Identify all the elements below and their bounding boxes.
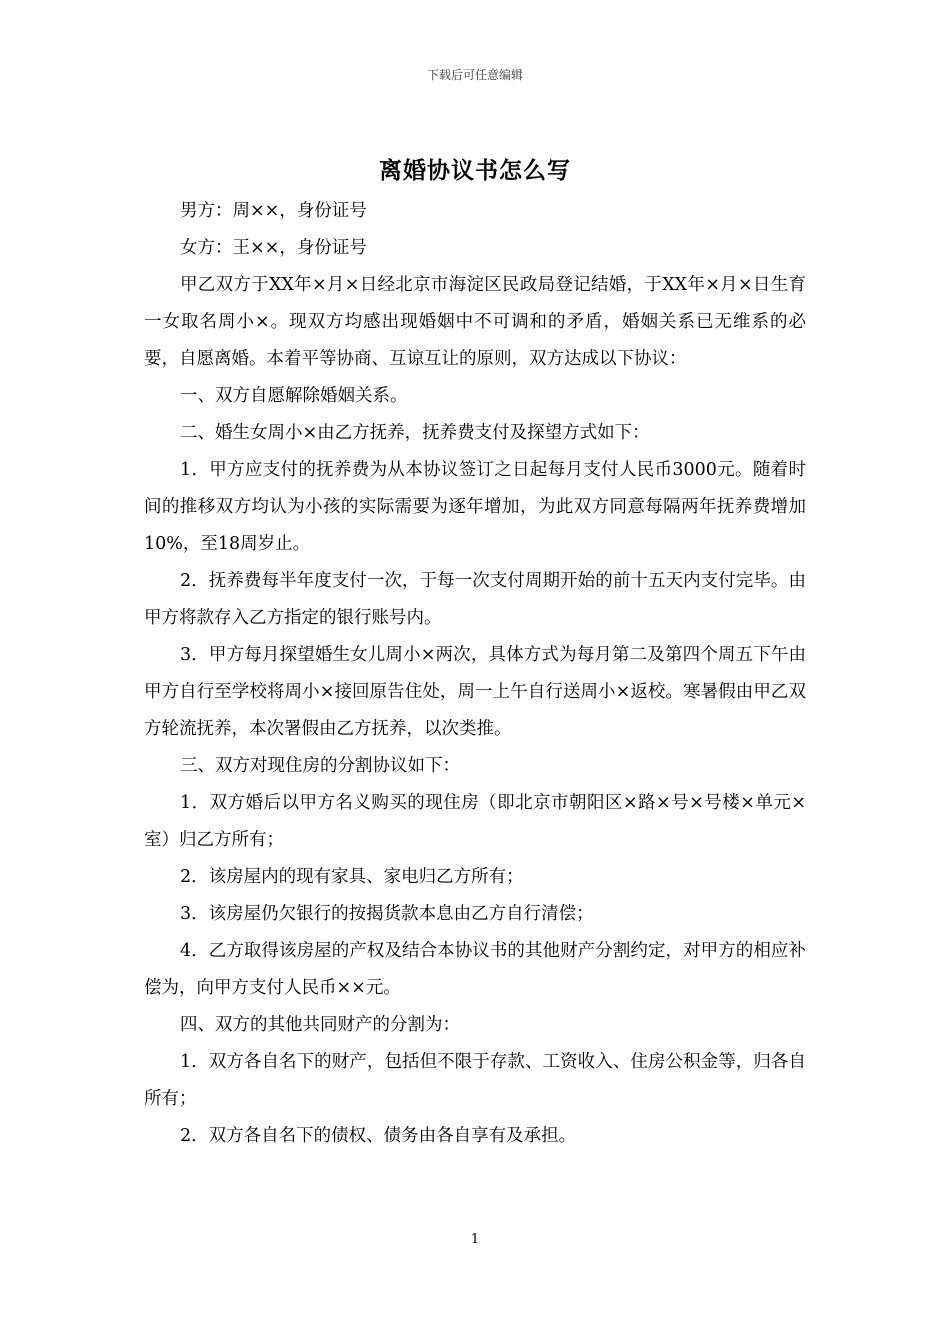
clause-2-item-3: 3．甲方每月探望婚生女儿周小×两次，具体方式为每月第二及第四个周五下午由甲方自行至学校将周小×接回原告住处，周一上午自行送周小×返校。寒暑假由甲乙双方轮流抚养，本次署假由乙方抚养，以次类推。 [144, 645, 806, 739]
clause-2-item-1: 1．甲方应支付的抚养费为从本协议签订之日起每月支付人民币3000元。随着时间的推移双方均认为小孩的实际需要为逐年增加，为此双方同意每隔两年抚养费增加10%，至18周岁止。 [144, 460, 806, 554]
clause-3-item-3: 3．该房屋仍欠银行的按揭货款本息由乙方自行清偿； [180, 904, 594, 924]
clause-3-item-4: 4．乙方取得该房屋的产权及结合本协议书的其他财产分割约定，对甲方的相应补偿为，向甲方支付人民币××元。 [144, 941, 806, 998]
preamble-paragraph: 甲乙双方于XX年×月×日经北京市海淀区民政局登记结婚，于XX年×月×日生育一女取名周小×。现双方均感出现婚姻中不可调和的矛盾，婚姻关系已无维系的必要，自愿离婚。本着平等协商、互谅互让的原则，双方达成以下协议： [144, 275, 806, 369]
party-male: 男方：周××，身份证号 [180, 201, 367, 221]
page-header: 下载后可任意编辑 [426, 68, 523, 82]
clause-3: 三、双方对现住房的分割协议如下： [180, 756, 460, 776]
party-female: 女方：王××，身份证号 [180, 238, 367, 258]
page-number: 1 [470, 1232, 480, 1247]
document-title: 离婚协议书怎么写 [379, 157, 571, 184]
clause-2: 二、婚生女周小×由乙方抚养，抚养费支付及探望方式如下： [180, 423, 650, 443]
clause-4-item-2: 2．双方各自名下的债权、债务由各自享有及承担。 [180, 1126, 577, 1146]
clause-4: 四、双方的其他共同财产的分割为： [180, 1015, 460, 1035]
clause-3-item-2: 2．该房屋内的现有家具、家电归乙方所有； [180, 867, 524, 887]
clause-2-item-2: 2．抚养费每半年度支付一次，于每一次支付周期开始的前十五天内支付完毕。由甲方将款存入乙方指定的银行账号内。 [144, 571, 806, 628]
clause-4-item-1: 1．双方各自名下的财产，包括但不限于存款、工资收入、住房公积金等，归各自所有； [144, 1052, 806, 1109]
document-body [144, 193, 806, 1155]
clause-3-item-1: 1．双方婚后以甲方名义购买的现住房（即北京市朝阳区×路×号×号楼×单元×室）归乙方所有； [144, 793, 806, 850]
clause-1: 一、双方自愿解除婚姻关系。 [180, 386, 408, 406]
